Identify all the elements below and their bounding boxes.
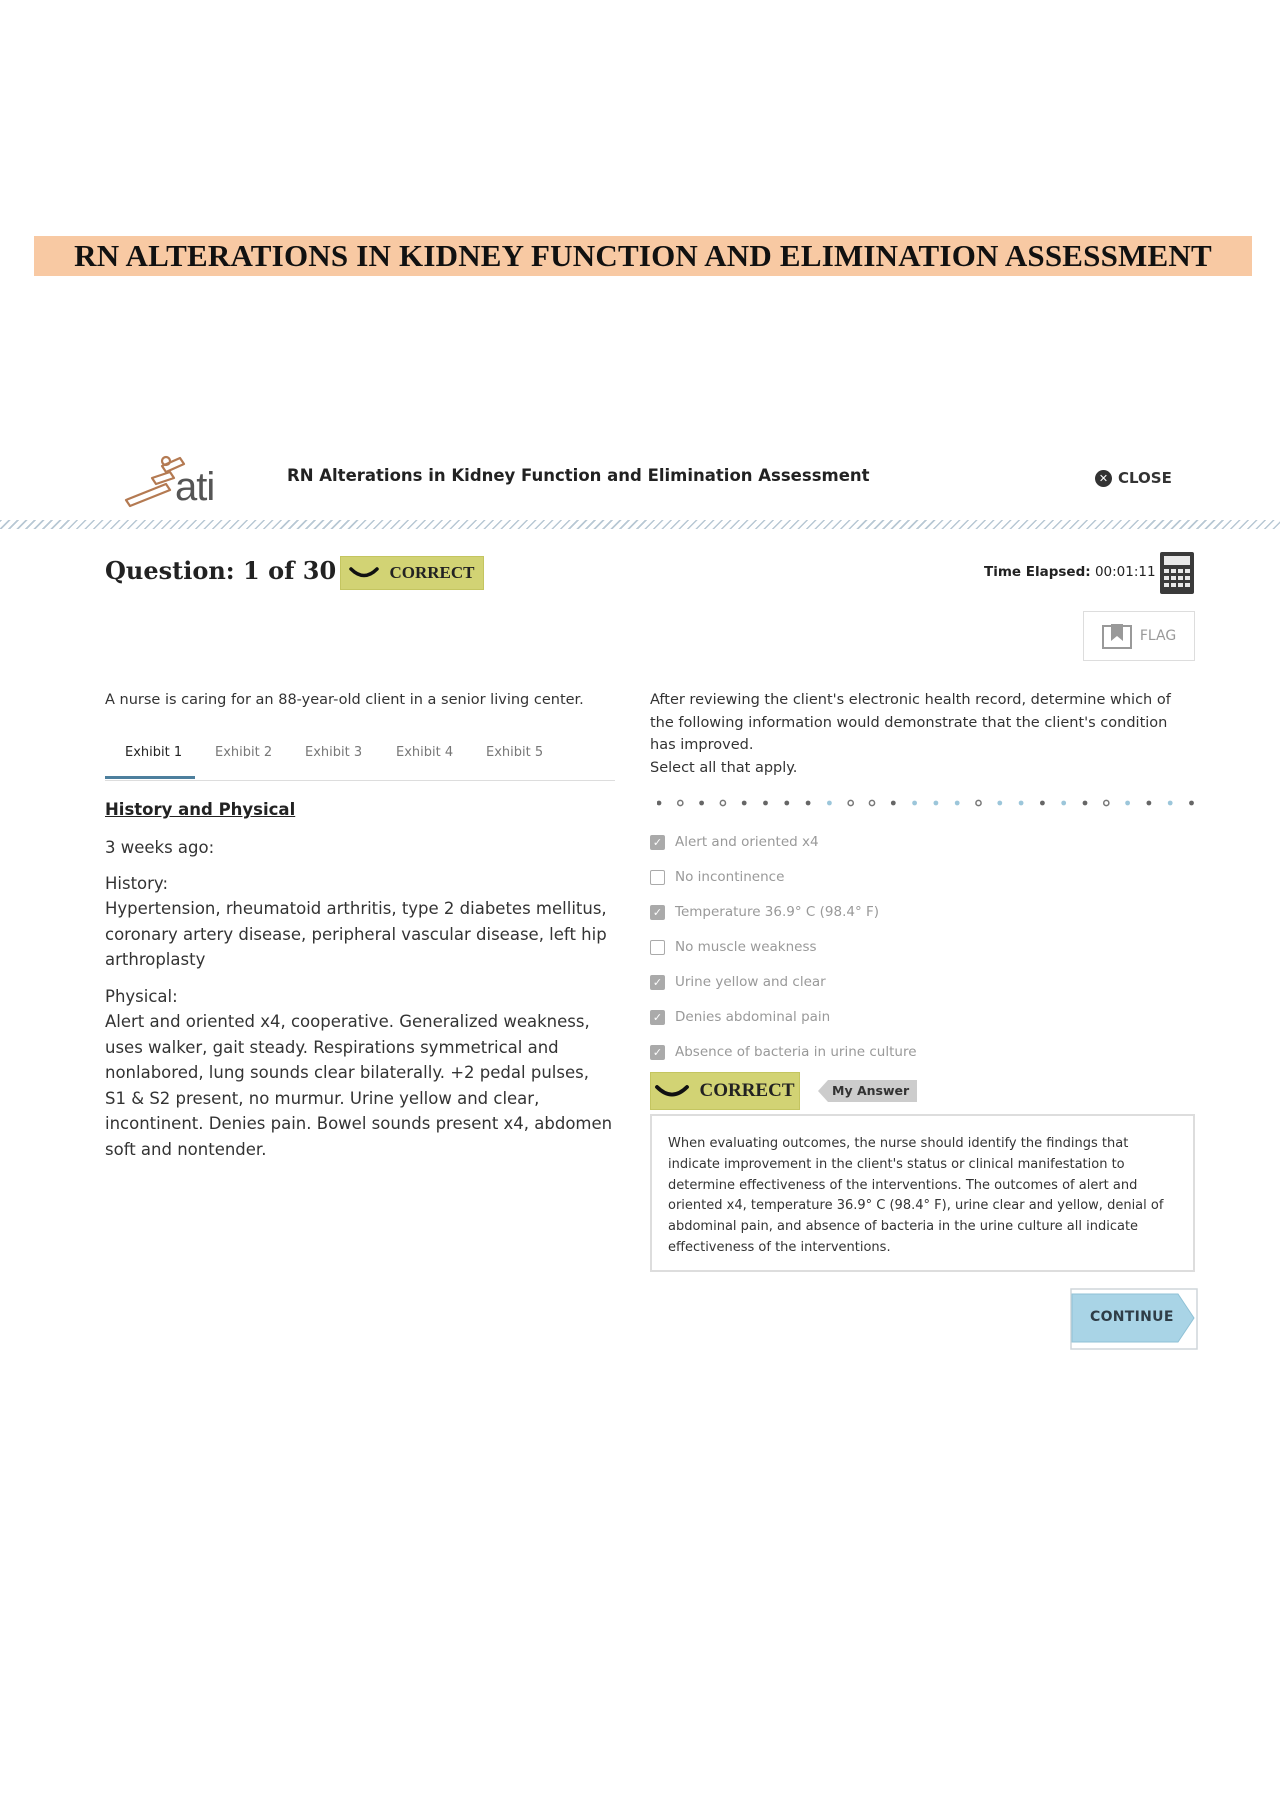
checkbox[interactable] xyxy=(650,870,665,885)
dotted-divider xyxy=(657,798,1197,808)
divider-dot xyxy=(806,801,811,806)
tab-exhibit-2[interactable]: Exhibit 2 xyxy=(215,745,273,760)
time-elapsed xyxy=(984,564,1156,580)
app-title: RN Alterations in Kidney Function and Elimination Assessment xyxy=(287,466,870,485)
answer-option[interactable] xyxy=(650,1009,830,1025)
exhibit-tabs xyxy=(105,740,615,781)
divider-dot xyxy=(1168,801,1173,806)
divider-dot xyxy=(976,800,981,805)
answer-option-label: Temperature 36.9° C (98.4° F) xyxy=(675,904,880,920)
divider-dot xyxy=(848,800,853,805)
calculator-icon[interactable] xyxy=(1160,552,1194,594)
checkbox[interactable]: ✓ xyxy=(650,905,665,920)
answer-option[interactable] xyxy=(650,904,879,920)
checkbox[interactable]: ✓ xyxy=(650,1045,665,1060)
tab-exhibit-5[interactable]: Exhibit 5 xyxy=(486,745,544,760)
tab-exhibit-3[interactable]: Exhibit 3 xyxy=(305,745,363,760)
tab-exhibit-1[interactable]: Exhibit 1 xyxy=(125,745,183,760)
divider-dot xyxy=(1083,801,1088,806)
answer-option[interactable] xyxy=(650,869,784,885)
divider-dot xyxy=(827,801,832,806)
time-elapsed-value: 00:01:11 xyxy=(1094,564,1156,580)
divider-dot xyxy=(699,801,704,806)
divider-dot xyxy=(657,801,661,806)
document-banner: RN ALTERATIONS IN KIDNEY FUNCTION AND ELIMINATION ASSESSMENT xyxy=(34,236,1252,276)
divider-dot xyxy=(955,801,960,806)
my-answer-label: My Answer xyxy=(828,1080,917,1102)
status-badge xyxy=(340,556,484,590)
checkbox[interactable]: ✓ xyxy=(650,1010,665,1025)
status-badge-label: CORRECT xyxy=(389,563,475,582)
tab-exhibit-4[interactable]: Exhibit 4 xyxy=(396,745,454,760)
timeframe-text: 3 weeks ago: xyxy=(105,838,215,857)
answer-option[interactable] xyxy=(650,939,817,955)
answer-option[interactable] xyxy=(650,974,826,990)
answer-option-label: Absence of bacteria in urine culture xyxy=(675,1044,917,1060)
answer-option[interactable] xyxy=(650,1044,917,1060)
divider-dot xyxy=(784,801,789,806)
checkbox[interactable]: ✓ xyxy=(650,975,665,990)
result-badge-label: CORRECT xyxy=(699,1080,795,1101)
divider-dot xyxy=(1104,800,1109,805)
answer-option-label: Urine yellow and clear xyxy=(675,974,826,990)
history-label: History: xyxy=(105,874,169,893)
divider-dot xyxy=(763,801,768,806)
rationale-box xyxy=(650,1114,1195,1272)
header-divider xyxy=(0,520,1280,529)
answer-option-label: Denies abdominal pain xyxy=(675,1009,831,1025)
smile-check-icon xyxy=(349,566,379,580)
question-instruction: Select all that apply. xyxy=(650,759,798,776)
divider-dot xyxy=(678,800,683,805)
close-circle-icon: ✕ xyxy=(1095,470,1112,487)
answer-option-label: Alert and oriented x4 xyxy=(675,834,819,850)
section-heading: History and Physical xyxy=(105,800,296,819)
checkbox[interactable]: ✓ xyxy=(650,835,665,850)
flag-button[interactable] xyxy=(1083,611,1195,661)
rationale-text: When evaluating outcomes, the nurse should identify the findings that indicate improvement in the client's status or clinical manifestation to determine effectiveness of the interventions. The outcomes of alert and oriented x4, temperature 36.9° C (98.4° F), urine clear and yellow, denial of abdominal pain, and absence of bacteria in the urine culture all indicate effectiveness of the interventions. xyxy=(668,1136,1164,1255)
divider-dot xyxy=(934,801,939,806)
active-tab-indicator xyxy=(105,776,195,779)
divider-dot xyxy=(891,801,896,806)
physical-label: Physical: xyxy=(105,987,178,1006)
case-intro: A nurse is caring for an 88-year-old client in a senior living center. xyxy=(105,692,584,708)
divider-dot xyxy=(1147,801,1152,806)
divider-dot xyxy=(912,801,917,806)
bookmark-flag-icon xyxy=(1102,623,1132,649)
close-label: CLOSE xyxy=(1118,469,1172,487)
divider-dot xyxy=(720,800,725,805)
continue-label: CONTINUE xyxy=(1090,1309,1174,1325)
checkbox[interactable] xyxy=(650,940,665,955)
question-text: After reviewing the client's electronic health record, determine which of the following information would demonstrate that the client's condition has improved. xyxy=(650,692,1171,753)
question-prompt xyxy=(650,689,1190,779)
divider-dot xyxy=(1189,801,1194,806)
flag-label: FLAG xyxy=(1139,628,1177,644)
history-text: Hypertension, rheumatoid arthritis, type 2 diabetes mellitus, coronary artery disease, peripheral vascular disease, left hip arthroplasty xyxy=(105,899,607,969)
time-elapsed-label: Time Elapsed: xyxy=(984,564,1091,580)
divider-dot xyxy=(869,800,874,805)
smile-check-icon xyxy=(655,1084,689,1099)
answer-option-label: No muscle weakness xyxy=(675,939,817,955)
close-button[interactable] xyxy=(1095,469,1172,487)
ati-logo-text: ati xyxy=(175,465,215,509)
divider-dot xyxy=(1040,801,1045,806)
question-number: Question: 1 of 30 xyxy=(105,556,337,585)
my-answer-tag xyxy=(818,1080,917,1102)
divider-dot xyxy=(742,801,747,806)
divider-dot xyxy=(997,801,1002,806)
divider-dot xyxy=(1061,801,1066,806)
answer-option[interactable] xyxy=(650,834,819,850)
physical-text: Alert and oriented x4, cooperative. Generalized weakness, uses walker, gait steady. Respirations symmetrical and nonlabored, lung sounds clear bilaterally. +2 pedal pulses, S1 & S2 present, no murmur. Urine yellow and clear, incontinent. Denies pain. Bowel sounds present x4, abdomen soft and nontender. xyxy=(105,1012,613,1159)
divider-dot xyxy=(1019,801,1024,806)
answer-option-label: No incontinence xyxy=(675,869,785,885)
arrow-left-icon xyxy=(818,1080,828,1102)
result-badge xyxy=(650,1072,800,1110)
divider-dot xyxy=(1125,801,1130,806)
